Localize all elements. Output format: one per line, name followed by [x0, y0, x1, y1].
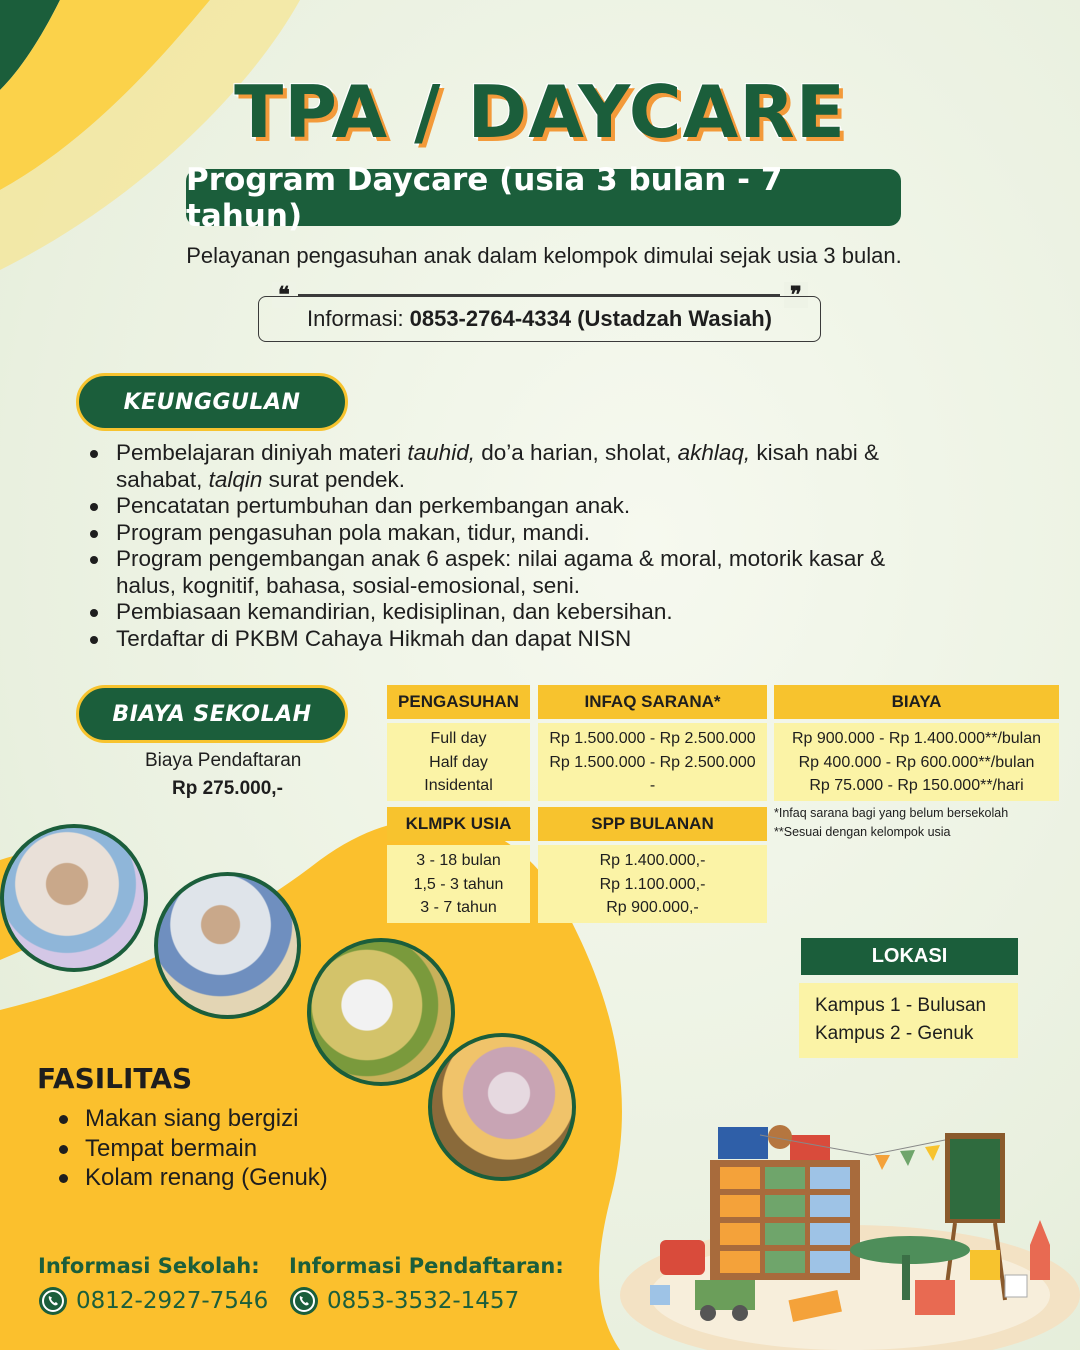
contact-label-sekolah: Informasi Sekolah: [38, 1254, 260, 1278]
photo-playroom [428, 1033, 576, 1181]
fasilitas-list [55, 1104, 328, 1193]
intro-text: Pelayanan pengasuhan anak dalam kelompok dimulai sejak usia 3 bulan. [186, 243, 902, 268]
info-phone: 0853-2764-4334 (Ustadzah Wasiah) [409, 306, 772, 331]
phone-pendaftaran: 0853-3532-1457 [327, 1288, 520, 1314]
table-cell [387, 845, 530, 923]
daycare-illustration [640, 1115, 1080, 1350]
contact-pendaftaran[interactable] [289, 1286, 519, 1316]
list-item: Program pengasuhan pola makan, tidur, mandi. [86, 520, 906, 547]
table-cell [538, 723, 767, 801]
column-usia [387, 807, 530, 923]
table-row: Full day [430, 730, 487, 747]
quote-icon: ❞ [784, 282, 808, 308]
list-item: Makan siang bergizi [55, 1104, 328, 1134]
registration-label: Biaya Pendaftaran [145, 750, 302, 771]
photo-child-reading [154, 872, 301, 1019]
whatsapp-icon [38, 1286, 68, 1316]
table-row: Rp 900.000 - Rp 1.400.000**/bulan [791, 730, 1042, 747]
fasilitas-heading: FASILITAS [37, 1062, 193, 1095]
table-row: Insidental [424, 777, 493, 794]
table-row: 3 - 7 tahun [420, 899, 497, 916]
table-row: Rp 900.000,- [606, 899, 699, 916]
contact-label-pendaftaran: Informasi Pendaftaran: [289, 1254, 564, 1278]
column-pengasuhan [387, 685, 530, 801]
registration-fee: Rp 275.000,- [172, 778, 283, 799]
info-box [258, 296, 821, 342]
table-header: KLMPK USIA [387, 807, 530, 841]
column-spp [538, 807, 767, 923]
table-header: SPP BULANAN [538, 807, 767, 841]
photo-child-drawing [307, 938, 455, 1086]
quote-icon: ❝ [272, 282, 296, 308]
table-row: Rp 1.500.000 - Rp 2.500.000 [549, 753, 756, 771]
list-item: Terdaftar di PKBM Cahaya Hikmah dan dapat NISN [86, 626, 906, 653]
phone-sekolah: 0812-2927-7546 [76, 1288, 269, 1314]
table-cell [538, 845, 767, 923]
column-biaya [774, 685, 1059, 801]
page-title: TPA / DAYCARE [234, 70, 846, 154]
lokasi-list [799, 983, 1018, 1058]
table-header: PENGASUHAN [387, 685, 530, 719]
lokasi-heading: LOKASI [801, 938, 1018, 975]
note-infaq: *Infaq sarana bagi yang belum bersekolah [774, 806, 1009, 820]
keunggulan-list [86, 440, 906, 652]
program-subtitle: Program Daycare (usia 3 bulan - 7 tahun) [186, 169, 901, 226]
table-row: Rp 400.000 - Rp 600.000**/bulan [798, 753, 1035, 771]
table-header: BIAYA [774, 685, 1059, 719]
list-item: Pencatatan pertumbuhan dan perkembangan anak. [86, 493, 906, 520]
contact-sekolah[interactable] [38, 1286, 268, 1316]
lokasi-item: Kampus 2 - Genuk [815, 1023, 974, 1044]
biaya-heading: BIAYA SEKOLAH [76, 685, 348, 743]
lokasi-item: Kampus 1 - Bulusan [815, 995, 987, 1016]
table-row: Rp 1.500.000 - Rp 2.500.000 [549, 730, 756, 747]
table-row: Rp 1.100.000,- [599, 875, 706, 893]
list-item: Pembelajaran diniyah materi tauhid, do’a harian, sholat, akhlaq, kisah nabi & sahabat, talqin surat pendek. [86, 440, 906, 493]
table-row: Half day [429, 753, 488, 771]
list-item: Pembiasaan kemandirian, kedisiplinan, dan kebersihan. [86, 599, 906, 626]
note-usia: **Sesuai dengan kelompok usia [774, 825, 951, 839]
info-label: Informasi: [307, 306, 404, 331]
list-item: Tempat bermain [55, 1134, 328, 1164]
table-cell [387, 723, 530, 801]
list-item: Kolam renang (Genuk) [55, 1163, 328, 1193]
keunggulan-heading: KEUNGGULAN [76, 373, 348, 431]
column-infaq [538, 685, 767, 801]
table-row: 3 - 18 bulan [416, 852, 501, 869]
table-row: 1,5 - 3 tahun [413, 875, 504, 893]
table-row: - [649, 777, 656, 794]
table-row: Rp 75.000 - Rp 150.000**/hari [809, 777, 1024, 794]
table-row: Rp 1.400.000,- [599, 852, 706, 869]
list-item: Program pengembangan anak 6 aspek: nilai agama & moral, motorik kasar & halus, kognitif, bahasa, sosial-emosional, seni. [86, 546, 906, 599]
table-header: INFAQ SARANA* [538, 685, 767, 719]
photo-child-playing [0, 824, 148, 972]
whatsapp-icon [289, 1286, 319, 1316]
table-cell [774, 723, 1059, 801]
